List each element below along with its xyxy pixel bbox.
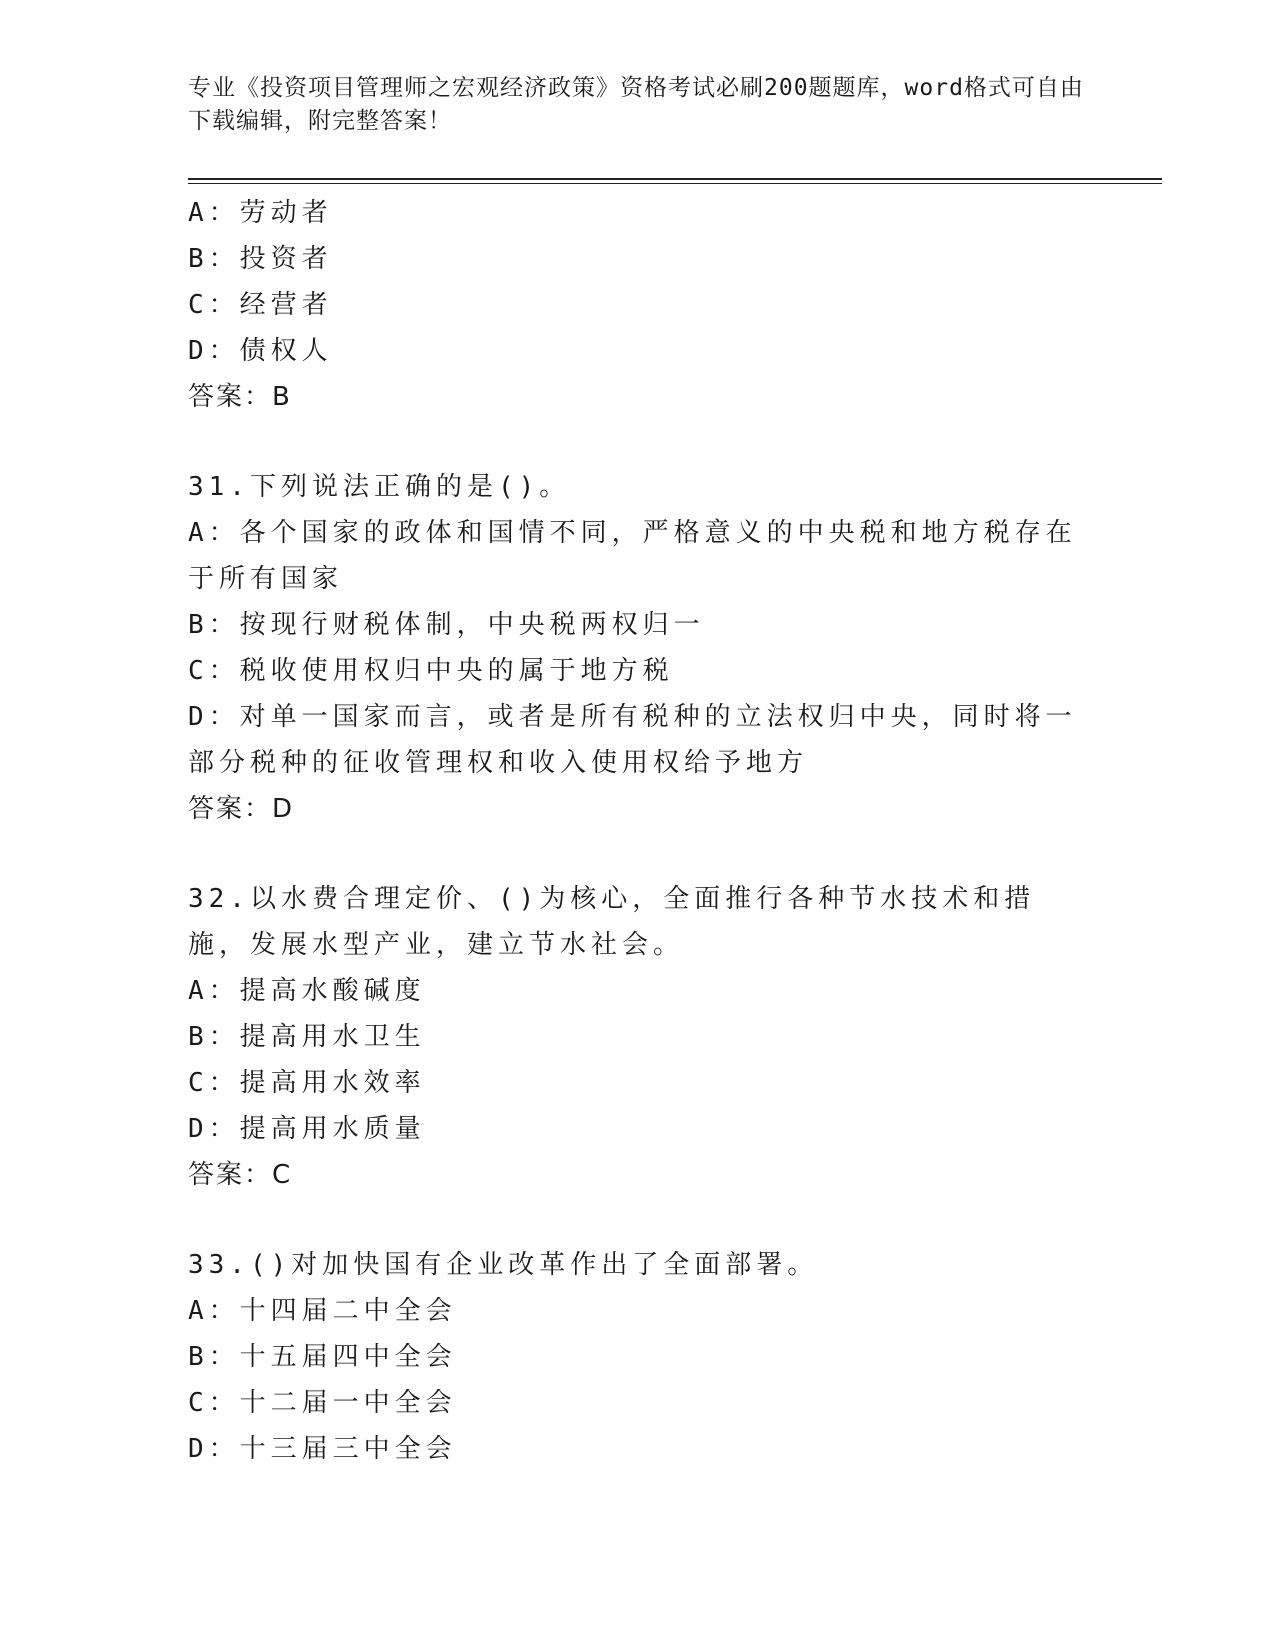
question-block-33 bbox=[188, 1242, 1088, 1472]
option-c: C：税收使用权归中央的属于地方税 bbox=[188, 656, 674, 686]
answer-text: 答案：C bbox=[188, 1160, 293, 1190]
option-b: B：十五届四中全会 bbox=[188, 1342, 457, 1372]
option-d: D：对单一国家而言，或者是所有税种的立法权归中央，同时将一部分税种的征收管理权和收入使用权给予地方 bbox=[188, 702, 1077, 778]
option-d: D：债权人 bbox=[188, 336, 333, 366]
question-block-31 bbox=[188, 464, 1088, 832]
answer-text: 答案：D bbox=[188, 794, 295, 824]
option-b: B：投资者 bbox=[188, 244, 333, 274]
option-d: D：十三届三中全会 bbox=[188, 1434, 457, 1464]
option-a: A：各个国家的政体和国情不同，严格意义的中央税和地方税存在于所有国家 bbox=[188, 518, 1077, 594]
option-c: C：提高用水效率 bbox=[188, 1068, 426, 1098]
question-stem: 32.以水费合理定价、()为核心，全面推行各种节水技术和措施，发展水型产业，建立节水社会。 bbox=[188, 884, 1036, 960]
question-stem: 33.()对加快国有企业改革作出了全面部署。 bbox=[188, 1250, 819, 1280]
question-block-32 bbox=[188, 876, 1088, 1198]
option-b: B：提高用水卫生 bbox=[188, 1022, 426, 1052]
header-divider bbox=[188, 178, 1162, 180]
header-divider-thin bbox=[188, 183, 1162, 184]
question-block-30 bbox=[188, 190, 1088, 420]
option-a: A：劳动者 bbox=[188, 198, 333, 228]
option-b: B：按现行财税体制，中央税两权归一 bbox=[188, 610, 705, 640]
option-c: C：经营者 bbox=[188, 290, 333, 320]
option-c: C：十二届一中全会 bbox=[188, 1388, 457, 1418]
question-content bbox=[188, 190, 1088, 1472]
option-a: A：十四届二中全会 bbox=[188, 1296, 457, 1326]
document-header: 专业《投资项目管理师之宏观经济政策》资格考试必刷200题题库，word格式可自由下载编辑，附完整答案！ bbox=[188, 75, 1084, 134]
option-a: A：提高水酸碱度 bbox=[188, 976, 426, 1006]
option-d: D：提高用水质量 bbox=[188, 1114, 426, 1144]
answer-text: 答案：B bbox=[188, 382, 292, 412]
question-stem: 31.下列说法正确的是()。 bbox=[188, 472, 571, 502]
